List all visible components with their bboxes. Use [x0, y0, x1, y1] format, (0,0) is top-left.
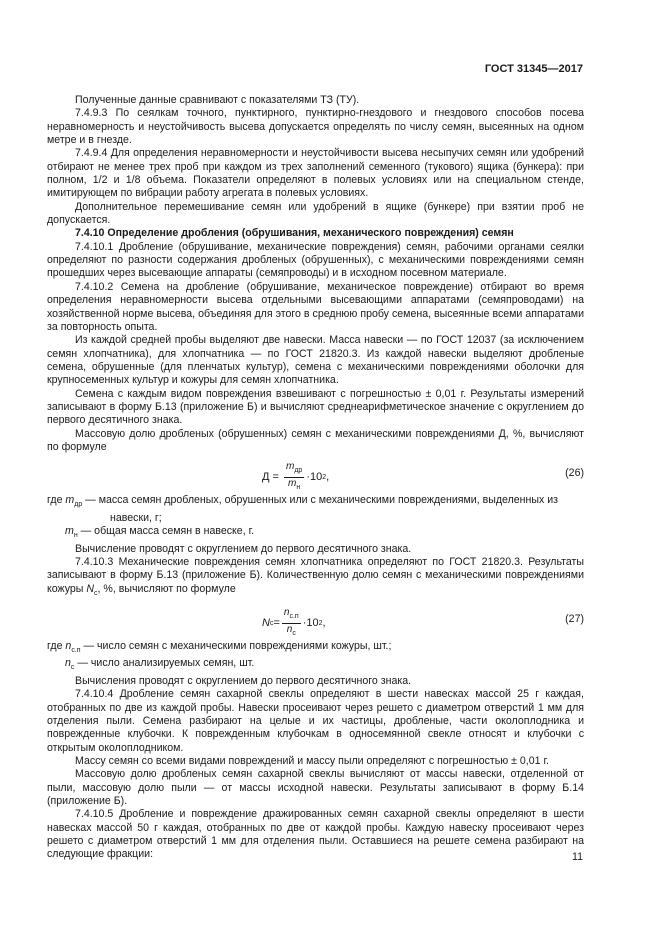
- formula-equals: =: [273, 616, 280, 629]
- formula-expression: N с = $\frac{n_{с.п}}{n_с}$ ·10 2 ,: [262, 607, 326, 640]
- formula-27: [47, 604, 584, 636]
- paragraph: 7.4.10.1 Дробление (обрушивание, механические повреждения) семян, рабочими органами сеялки определяют по разности содержания дробленых (обрушенных), с механическими повреждениями семян прошедших через высевающие аппараты (семяпроводы) и в исходном посевном материале.: [47, 240, 584, 280]
- paragraph: 7.4.10.3 Механические повреждения семян хлопчатника определяют по ГОСТ 21820.3. Результаты записывают в форму Б.13 (приложение Б). Количественную долю семян с механическими повреждениями кожуры $N_с$, %, вычисляют по формуле: [47, 555, 584, 597]
- paragraph: Вычисления проводят с округлением до первого десятичного знака.: [75, 674, 412, 687]
- formula-lhs: N: [262, 616, 270, 629]
- formula-fraction: [282, 607, 301, 640]
- formula-number: (26): [565, 467, 584, 480]
- paragraph: 7.4.10.5 Дробление и повреждение дражированных семян сахарной свеклы определяют в шести навесках массой 50 г каждая, отобранных по две от каждой пробы. Каждую навеску просеивают через решето с диаметром отверстий 1 мм для отделения пыли. Оставшиеся на решете семена разбирают на следующие фракции:: [47, 808, 584, 861]
- formula-numerator: $n_{с.п}$: [282, 607, 301, 624]
- where-line: где $m_{др}$ — масса семян дробленых, обрушенных или с механическими повреждениями, выделенных из: [47, 494, 558, 509]
- formula-denominator: $m_н$: [288, 478, 301, 492]
- paragraph: Массу семян со всеми видами повреждений и массу пыли определяют с погрешностью ± 0,01 г.: [75, 754, 549, 767]
- formula-26: [47, 458, 584, 490]
- standard-header: ГОСТ 31345—2017: [484, 63, 583, 75]
- paragraph: 7.4.9.4 Для определения неравномерности и неустойчивости высева несыпучих семян или удобрений отбирают не менее трех проб при каждом из трех заполнений семенного (тукового) ящика (бункера): при полном, 1/2 и 1/8 объема. Показатели определяют в полевых условиях или на специальном стенде, имитирующем по вибрации работу агрегата в полевых условиях.: [47, 147, 584, 200]
- formula-lhs: Д: [262, 471, 270, 484]
- paragraph: Массовую долю дробленых семян сахарной свеклы вычисляют от массы навески, отделенной от пыли, массовую долю пыли — от массы исходной навески. Результаты записывают в форму Б.14 (приложение Б).: [47, 768, 584, 808]
- paragraph: 7.4.10.2 Семена на дробление (обрушивание, механическое повреждение) отбирают во время определения неравномерности высева отдельными высевающими аппаратами (семяпроводами) на хозяйственной норме высева, объединяя для этого в среднюю пробу семена, высеянные всеми аппаратами за повторность опыта.: [47, 280, 584, 333]
- paragraph: Из каждой средней пробы выделяют две навески. Масса навески — по ГОСТ 12037 (за исключением семян хлопчатника), для хлопчатника — по ГОСТ 21820.3. Из каждой навески выделяют дробленые семена, обрушенные (для пленчатых культур), семена с механическими повреждениями оболочки для крупносеменных культур и кожуры для семян хлопчатника.: [47, 334, 584, 387]
- where-line: $n_с$ — число анализируемых семян, шт.: [65, 657, 255, 672]
- formula-numerator: $m_{др}$: [284, 461, 304, 478]
- formula-exponent: 2: [318, 619, 323, 627]
- paragraph: 7.4.10.4 Дробление семян сахарной свеклы определяют в шести навесках массой 25 г каждая, отобранных по две из каждой пробы. Навески просеивают через решето с диаметром отверстий 1 мм для отделения пыли. Семена разбирают на целые и их частицы, дробленые, части околоплодника и поврежденные клубочки. К поврежденным клубочкам в односемянной свекле относят и клубочки с открытым околоплодником.: [47, 688, 584, 754]
- formula-exponent: 2: [322, 474, 327, 482]
- formula-expression: Д = $\frac{m_{др}}{m_н}$ ·10 2 ,: [262, 461, 329, 494]
- formula-number: (27): [565, 613, 584, 626]
- paragraph: Семена с каждым видом повреждения взвешивают с погрешностью ± 0,01 г. Результаты измерений записывают в форму Б.13 (приложение Б) и вычисляют среднеарифметическое значение с округлением до первого десятичного знака.: [47, 387, 584, 427]
- formula-multiplier: ·10: [306, 471, 323, 484]
- where-line: $m_н$ — общая масса семян в навеске, г.: [65, 525, 255, 540]
- formula-fraction: [284, 461, 304, 494]
- where-line-continued: навески, г;: [110, 511, 162, 524]
- section-heading: 7.4.10 Определение дробления (обрушивания, механического повреждения) семян: [75, 227, 514, 240]
- paragraph: Дополнительное перемешивание семян или удобрений в ящике (бункере) при взятии проб не допускается.: [47, 200, 584, 227]
- paragraph: Вычисление проводят с округлением до первого десятичного знака.: [75, 542, 412, 555]
- formula-multiplier: ·10: [302, 616, 319, 629]
- document-body: [47, 94, 584, 862]
- where-line: где $n_{с.п}$ — число семян с механическими повреждениями кожуры, шт.;: [47, 640, 392, 655]
- paragraph: Полученные данные сравнивают с показателями ТЗ (ТУ).: [75, 94, 360, 106]
- paragraph: 7.4.9.3 По сеялкам точного, пунктирного, пунктирно-гнездового и гнездового способов посева неравномерность и неустойчивость высева допускается определять по числу семян, высеянных на одном метре и в гнезде.: [47, 107, 584, 147]
- page-number: 11: [572, 851, 583, 863]
- paragraph: Массовую долю дробленых (обрушенных) семян с механическими повреждениями Д, %, вычисляют по формуле: [47, 427, 584, 453]
- formula-equals: =: [269, 471, 282, 484]
- formula-denominator: $n_с$: [286, 624, 296, 638]
